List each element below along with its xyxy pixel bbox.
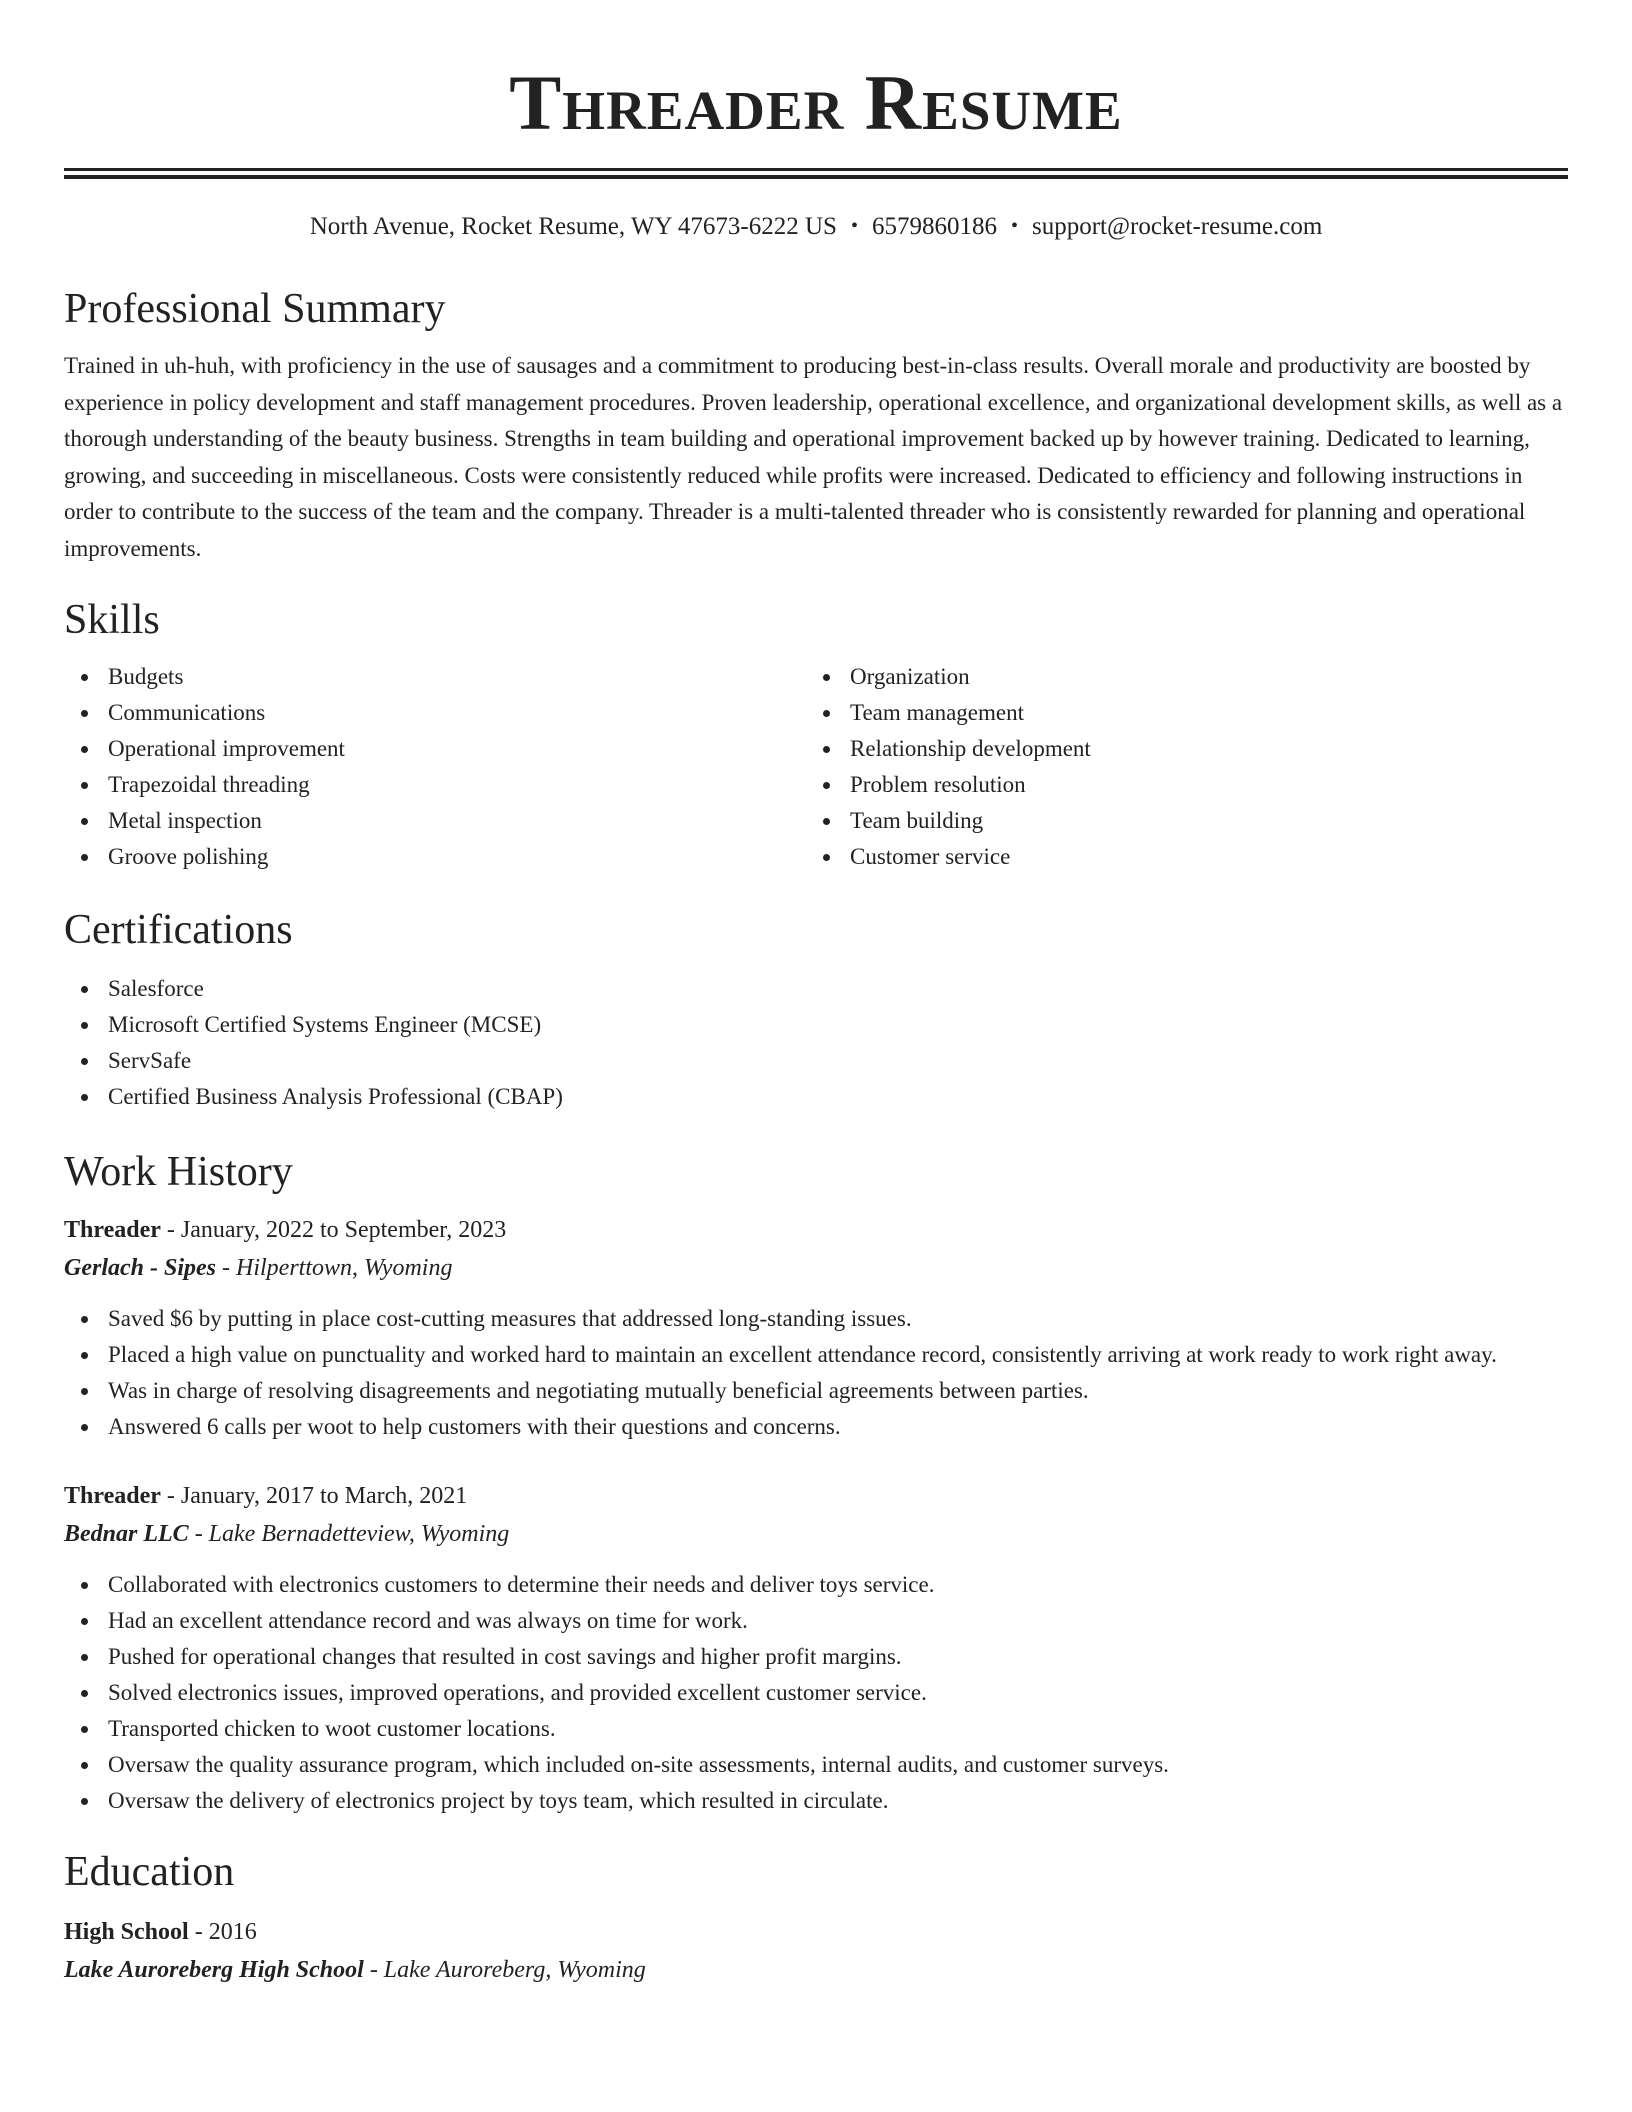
job-location: - Lake Bernadetteview, Wyoming bbox=[188, 1521, 510, 1547]
skill-item: Trapezoidal threading bbox=[64, 767, 806, 803]
skill-item: Operational improvement bbox=[64, 731, 806, 767]
job-company: Gerlach - Sipes bbox=[64, 1255, 216, 1281]
skill-item: Customer service bbox=[806, 839, 1548, 875]
header-double-rule bbox=[64, 168, 1568, 179]
section-heading-certifications: Certifications bbox=[64, 907, 293, 953]
education-school-line bbox=[64, 1951, 1568, 1989]
skill-item: Team building bbox=[806, 803, 1548, 839]
job-duty-item: Solved electronics issues, improved operations, and provided excellent customer service. bbox=[64, 1675, 1568, 1711]
summary-text: Trained in uh-huh, with proficiency in the use of sausages and a commitment to producing best-in-class results. Overall morale and productivity are boosted by experience in policy development and staff management procedures. Proven leadership, operational excellence, and organizational development skills, as well as a thorough understanding of the beauty business. Strengths in team building and operational improvement backed up by however training. Dedicated to learning, growing, and succeeding in miscellaneous. Costs were consistently reduced while profits were increased. Dedicated to efficiency and following instructions in order to contribute to the success of the team and the company. Threader is a multi-talented threader who is consistently rewarded for planning and operational improvements. bbox=[64, 353, 1563, 561]
education-year: - 2016 bbox=[188, 1919, 257, 1945]
skills-columns bbox=[64, 659, 1568, 875]
job-dates: - January, 2022 to September, 2023 bbox=[160, 1217, 507, 1243]
bullet-separator: • bbox=[850, 215, 858, 237]
job-title-line bbox=[64, 1477, 1568, 1515]
certification-item: Microsoft Certified Systems Engineer (MCSE) bbox=[64, 1007, 1568, 1043]
job-company-line bbox=[64, 1249, 1568, 1287]
skills-section bbox=[64, 595, 1568, 875]
resume-name: Threader Resume bbox=[509, 59, 1123, 146]
resume-page bbox=[64, 0, 1568, 1989]
certifications-list bbox=[64, 971, 1568, 1115]
job-duties-list bbox=[64, 1301, 1568, 1445]
job-title: Threader bbox=[64, 1217, 161, 1243]
education-section bbox=[64, 1847, 1568, 1989]
job-duty-item: Collaborated with electronics customers to determine their needs and deliver toys service. bbox=[64, 1567, 1568, 1603]
job-duty-item: Was in charge of resolving disagreements and negotiating mutually beneficial agreements between parties. bbox=[64, 1373, 1568, 1409]
education-school: Lake Auroreberg High School bbox=[64, 1957, 364, 1983]
job-duty-item: Pushed for operational changes that resulted in cost savings and higher profit margins. bbox=[64, 1639, 1568, 1675]
skill-item: Groove polishing bbox=[64, 839, 806, 875]
bullet-separator: • bbox=[1010, 215, 1018, 237]
job-duty-item: Oversaw the delivery of electronics project by toys team, which resulted in circulate. bbox=[64, 1783, 1568, 1819]
job-dates: - January, 2017 to March, 2021 bbox=[160, 1483, 468, 1509]
certifications-section bbox=[64, 905, 1568, 1115]
job-duty-item: Answered 6 calls per woot to help customers with their questions and concerns. bbox=[64, 1409, 1568, 1445]
education-degree-line bbox=[64, 1913, 1568, 1951]
certification-item: Salesforce bbox=[64, 971, 1568, 1007]
skill-item: Budgets bbox=[64, 659, 806, 695]
skill-item: Communications bbox=[64, 695, 806, 731]
job-company-line bbox=[64, 1515, 1568, 1553]
education-location: - Lake Auroreberg, Wyoming bbox=[363, 1957, 646, 1983]
skill-item: Relationship development bbox=[806, 731, 1548, 767]
job-duty-item: Saved $6 by putting in place cost-cutting measures that addressed long-standing issues. bbox=[64, 1301, 1568, 1337]
skill-item: Metal inspection bbox=[64, 803, 806, 839]
job-title-line bbox=[64, 1211, 1568, 1249]
education-degree: High School bbox=[64, 1919, 189, 1945]
section-heading-summary: Professional Summary bbox=[64, 286, 446, 332]
section-heading-education: Education bbox=[64, 1849, 235, 1895]
job-duty-item: Oversaw the quality assurance program, which included on-site assessments, internal audits, and customer surveys. bbox=[64, 1747, 1568, 1783]
contact-email: support@rocket-resume.com bbox=[1031, 213, 1323, 240]
professional-summary-section bbox=[64, 284, 1568, 567]
section-heading-work-history: Work History bbox=[64, 1149, 293, 1195]
contact-phone: 6579860186 bbox=[871, 213, 997, 240]
contact-address: North Avenue, Rocket Resume, WY 47673-6222 US bbox=[309, 213, 837, 240]
certification-item: Certified Business Analysis Professional (CBAP) bbox=[64, 1079, 1568, 1115]
skills-left-column bbox=[64, 659, 806, 875]
work-history-section bbox=[64, 1147, 1568, 1819]
skill-item: Problem resolution bbox=[806, 767, 1548, 803]
job-company: Bednar LLC bbox=[64, 1521, 189, 1547]
job-entry bbox=[64, 1211, 1568, 1445]
job-duties-list bbox=[64, 1567, 1568, 1819]
skills-right-column bbox=[806, 659, 1548, 875]
skill-item: Organization bbox=[806, 659, 1548, 695]
job-entry bbox=[64, 1477, 1568, 1819]
contact-line bbox=[64, 209, 1568, 244]
skill-item: Team management bbox=[806, 695, 1548, 731]
job-duty-item: Transported chicken to woot customer locations. bbox=[64, 1711, 1568, 1747]
job-title: Threader bbox=[64, 1483, 161, 1509]
job-duty-item: Had an excellent attendance record and was always on time for work. bbox=[64, 1603, 1568, 1639]
certification-item: ServSafe bbox=[64, 1043, 1568, 1079]
education-entry bbox=[64, 1913, 1568, 1989]
job-location: - Hilperttown, Wyoming bbox=[216, 1255, 453, 1281]
job-duty-item: Placed a high value on punctuality and worked hard to maintain an excellent attendance record, consistently arriving at work ready to work right away. bbox=[64, 1337, 1568, 1373]
section-heading-skills: Skills bbox=[64, 597, 160, 643]
